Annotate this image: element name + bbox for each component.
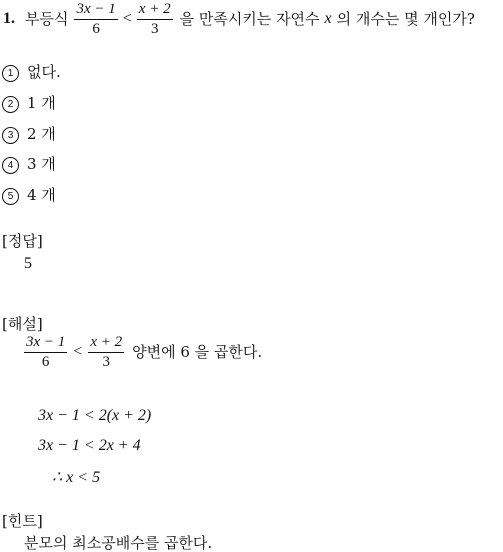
question-suffix: 을 만족시키는 자연수	[179, 10, 320, 28]
option-marker: 4	[2, 157, 19, 174]
option-text: 4 개	[27, 186, 56, 204]
fraction-numerator: 3x − 1	[76, 0, 116, 17]
option-text: 3 개	[27, 155, 56, 173]
option-marker: 1	[2, 65, 19, 82]
less-than-sign: <	[73, 343, 83, 360]
hint-text: 분모의 최소공배수를 곱한다.	[24, 534, 213, 552]
fraction-denominator: 6	[92, 20, 100, 37]
option-marker: 5	[2, 188, 19, 205]
fraction-numerator: x + 2	[138, 0, 171, 17]
fraction-bar	[74, 19, 117, 20]
hint-label: [힌트]	[2, 512, 43, 530]
fraction-numerator: 3x − 1	[26, 333, 66, 350]
option-marker: 3	[2, 127, 19, 144]
option-text: 1 개	[27, 94, 56, 112]
explanation-fraction-left	[24, 334, 67, 371]
question-fraction-left	[74, 1, 117, 38]
fraction-numerator: x + 2	[90, 333, 123, 350]
fraction-bar	[24, 352, 67, 353]
question-suffix-end: 의 개수는 몇 개인가?	[336, 10, 475, 28]
fraction-denominator: 3	[102, 353, 110, 370]
option-4[interactable]	[2, 155, 56, 174]
question	[3, 0, 475, 38]
explanation-text: 양변에 6 을 곱한다.	[132, 343, 263, 361]
option-2[interactable]	[2, 94, 56, 113]
option-1[interactable]	[2, 63, 61, 82]
explanation-step-1: 3x − 1 < 2(x + 2)	[38, 407, 152, 424]
answer-value: 5	[24, 255, 32, 272]
explanation-step-3: ∴ x < 5	[52, 469, 101, 486]
option-text: 없다.	[27, 63, 61, 81]
explanation-step-2: 3x − 1 < 2x + 4	[38, 437, 141, 454]
fraction-denominator: 3	[150, 20, 159, 37]
option-5[interactable]	[2, 186, 56, 205]
explanation-fraction-right	[88, 334, 124, 371]
explanation-label: [해설]	[2, 315, 43, 333]
less-than-sign: <	[122, 10, 132, 27]
option-marker: 2	[2, 96, 19, 113]
option-text: 2 개	[27, 125, 56, 143]
option-3[interactable]	[2, 125, 56, 144]
question-number: 1.	[3, 10, 15, 27]
explanation-intro	[24, 332, 262, 372]
question-fraction-right	[137, 1, 173, 38]
question-variable: x	[324, 10, 332, 27]
fraction-denominator: 6	[41, 353, 50, 370]
answer-label: [정답]	[2, 232, 43, 250]
question-prefix: 부등식	[25, 10, 69, 28]
fraction-bar	[88, 352, 124, 353]
fraction-bar	[137, 19, 173, 20]
